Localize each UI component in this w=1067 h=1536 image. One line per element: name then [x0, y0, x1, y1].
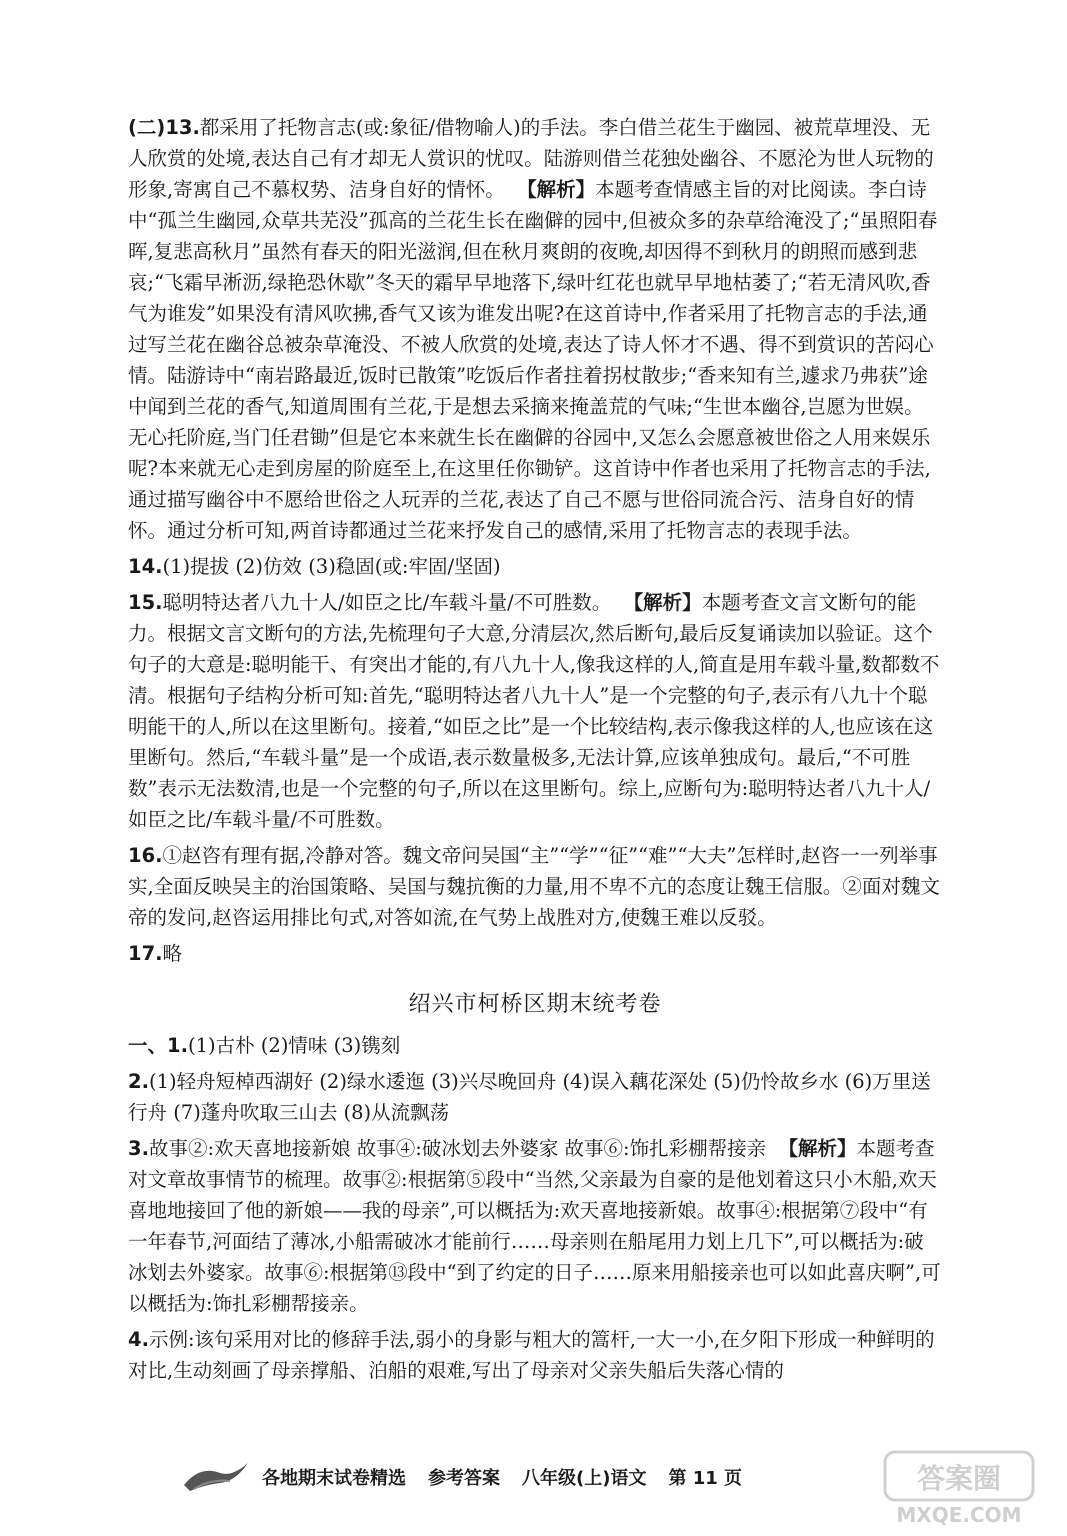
question-number: 2.: [128, 1070, 149, 1093]
answer-q15: [128, 587, 942, 835]
analysis-text: 本题考查文言文断句的能力。根据文言文断句的方法,先梳理句子大意,分清层次,然后断句,最后反复诵读加以验证。这个句子的大意是:聪明能干、有突出才能的,有八九十人,像我这样的人,简直是用车载斗量,数都数不清。根据句子结构分析可知:首先,“聪明特达者八九十人”是一个完整的句子,表示有八九十个聪明能干的人,所以在这里断句。接着,“如臣之比”是一个比较结构,表示像我这样的人,也应该在这里断句。然后,“车载斗量”是一个成语,表示数量极多,无法计算,应该单独成句。最后,“不可胜数”表示无法数清,也是一个完整的句子,所以在这里断句。综上,应断句为:聪明特达者八九十人/如臣之比/车载斗量/不可胜数。: [128, 591, 940, 831]
answer-text: (1)轻舟短棹西湖好 (2)绿水逶迤 (3)兴尽晚回舟 (4)误入藕花深处 (5)仍怜故乡水 (6)万里送行舟 (7)蓬舟吹取三山去 (8)从流飘荡: [128, 1070, 931, 1124]
page-footer: [180, 1464, 900, 1490]
answer-q14: [128, 551, 942, 582]
footer-page-number: 第 11 页: [668, 1468, 743, 1489]
analysis-tag: 【解析】: [517, 178, 596, 201]
question-number: 17.: [128, 942, 163, 965]
answer-text: (1)提拔 (2)仿效 (3)稳固(或:牢固/坚固): [162, 555, 501, 578]
svg-text:答案圈: 答案圈: [916, 1462, 1002, 1495]
answer-q2: [128, 1066, 942, 1128]
question-number: 16.: [128, 844, 163, 867]
watermark-logo-icon: [879, 1448, 1039, 1528]
answer-q3: [128, 1133, 942, 1319]
answer-text: 故事②:欢天喜地接新娘 故事④:破冰划去外婆家 故事⑥:饰扎彩棚帮接亲: [148, 1137, 767, 1160]
section-title: 绍兴市柯桥区期末统考卷: [408, 992, 662, 1017]
footer-answers-label: 参考答案: [428, 1468, 500, 1489]
question-number: (二)13.: [128, 116, 200, 139]
answer-text: 略: [162, 942, 183, 965]
question-number: 14.: [128, 555, 163, 578]
answer-page: [128, 112, 942, 1391]
footer-grade: 八年级(上)语文: [522, 1468, 647, 1489]
answer-text: 都采用了托物言志(或:象征/借物喻人)的手法。李白借兰花生于幽园、被荒草埋没、无人欣赏的处境,表达自己有才却无人赏识的忧叹。陆游则借兰花独处幽谷、不愿沦为世人玩物的形象,寄寓自己不慕权势、洁身自好的情怀。: [128, 116, 934, 201]
question-number: 一、1.: [128, 1034, 188, 1057]
question-number: 15.: [128, 591, 163, 614]
analysis-text: 本题考查情感主旨的对比阅读。李白诗中“孤兰生幽园,众草共芜没”孤高的兰花生长在幽僻的园中,但被众多的杂草给淹没了;“虽照阳春晖,复悲高秋月”虽然有春天的阳光滋润,但在秋月爽朗的夜晚,却因得不到秋月的朗照而感到悲哀;“飞霜早淅沥,绿艳恐休歇”冬天的霜早早地落下,绿叶红花也就早早地枯萎了;“若无清风吹,香气为谁发”如果没有清风吹拂,香气又该为谁发出呢?在这首诗中,作者采用了托物言志的手法,通过写兰花在幽谷总被杂草淹没、不被人欣赏的处境,表达了诗人怀才不遇、得不到赏识的苦闷心情。陆游诗中“南岩路最近,饭时已散策”吃饭后作者拄着拐杖散步;“香来知有兰,遽求乃弗获”途中闻到兰花的香气,知道周围有兰花,于是想去采摘来掩盖荒的气味;“生世本幽谷,岂愿为世娱。无心托阶庭,当门任君锄”但是它本来就生长在幽僻的谷园中,又怎么会愿意被世俗之人用来娱乐呢?本来就无心走到房屋的阶庭至上,在这里任你锄铲。这首诗中作者也采用了托物言志的手法,通过描写幽谷中不愿给世俗之人玩弄的兰花,表达了自己不愿与世俗同流合污、洁身自好的情怀。通过分析可知,两首诗都通过兰花来抒发自己的感情,采用了托物言志的表现手法。: [128, 178, 938, 542]
answer-q17: [128, 938, 942, 969]
question-number: 3.: [128, 1137, 149, 1160]
analysis-tag: 【解析】: [623, 591, 702, 614]
answer-q1: [128, 1030, 942, 1061]
analysis-tag: 【解析】: [778, 1137, 857, 1160]
answer-q13: [128, 112, 942, 546]
answer-q16: [128, 840, 942, 933]
answer-text: 聪明特达者八九十人/如臣之比/车载斗量/不可胜数。: [162, 591, 612, 614]
answer-q4: [128, 1324, 942, 1386]
answer-text: (1)古朴 (2)情味 (3)镌刻: [187, 1034, 401, 1057]
answer-text: 示例:该句采用对比的修辞手法,弱小的身影与粗大的篙杆,一大一小,在夕阳下形成一种鲜明的对比,生动刻画了母亲撑船、泊船的艰难,写出了母亲对父亲失船后失落心情的: [128, 1328, 935, 1382]
svg-text:MXQE.COM: MXQE.COM: [896, 1503, 1022, 1527]
question-number: 4.: [128, 1328, 149, 1351]
footer-book-title: 各地期末试卷精选: [262, 1468, 406, 1489]
analysis-text: 本题考查对文章故事情节的梳理。故事②:根据第⑤段中“当然,父亲最为自豪的是他划着这只小木船,欢天喜地地接回了他的新娘——我的母亲”,可以概括为:欢天喜地接新娘。故事④:根据第⑦段中“有一年春节,河面结了薄冰,小船需破冰才能前行……母亲则在船尾用力划上几下”,可以概括为:破冰划去外婆家。故事⑥:根据第⑬段中“到了约定的日子……原来用船接亲也可以如此喜庆啊”,可以概括为:饰扎彩棚帮接亲。: [128, 1137, 941, 1315]
answer-text: ①赵咨有理有据,冷静对答。魏文帝问吴国“主”“学”“征”“难”“大夫”怎样时,赵咨一一列举事实,全面反映吴主的治国策略、吴国与魏抗衡的力量,用不卑不亢的态度让魏王信服。②面对魏文帝的发问,赵咨运用排比句式,对答如流,在气势上战胜对方,使魏王难以反驳。: [128, 844, 940, 929]
